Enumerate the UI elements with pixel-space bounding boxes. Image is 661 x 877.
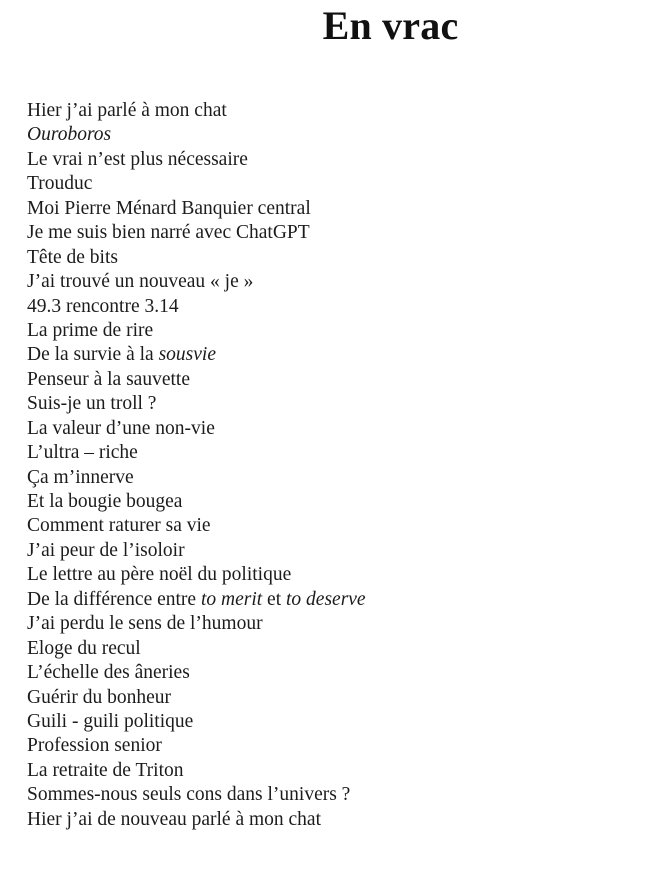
text-segment: J’ai perdu le sens de l’humour	[27, 613, 263, 635]
text-segment: La valeur d’une non-vie	[27, 417, 215, 439]
text-segment: Hier j’ai de nouveau parlé à mon chat	[27, 808, 321, 830]
list-item	[27, 466, 366, 490]
text-segment: Ça m’innerve	[27, 466, 134, 488]
text-segment: J’ai peur de l’isoloir	[27, 539, 185, 561]
list-item	[27, 99, 366, 123]
page-title: En vrac	[322, 3, 459, 48]
text-segment: Tête de bits	[27, 246, 118, 268]
italic-text-segment: to merit	[200, 588, 263, 610]
text-segment: J’ai trouvé un nouveau « je »	[27, 271, 254, 293]
list-item	[27, 197, 366, 221]
text-segment: Trouduc	[27, 173, 93, 195]
list-item	[27, 270, 366, 294]
list-item	[27, 172, 366, 196]
list-item	[27, 246, 366, 270]
list-item	[27, 343, 366, 367]
list-item	[27, 588, 366, 612]
title-list	[27, 99, 366, 832]
text-segment: Moi Pierre Ménard Banquier central	[27, 197, 311, 219]
list-item	[27, 563, 366, 587]
list-item	[27, 392, 366, 416]
text-segment: De la différence entre	[27, 588, 201, 610]
list-item	[27, 710, 366, 734]
text-segment: 49.3 rencontre 3.14	[27, 295, 179, 317]
text-segment: Comment raturer sa vie	[27, 515, 211, 537]
italic-text-segment: sousvie	[158, 344, 216, 366]
text-segment: Le vrai n’est plus nécessaire	[27, 148, 248, 170]
text-segment: Penseur à la sauvette	[27, 368, 190, 390]
list-item	[27, 221, 366, 245]
text-segment: Je me suis bien narré avec ChatGPT	[27, 222, 310, 244]
text-segment: De la survie à la	[27, 344, 159, 366]
list-item	[27, 661, 366, 685]
text-segment: Hier j’ai parlé à mon chat	[27, 100, 227, 121]
list-item	[27, 441, 366, 465]
list-item	[27, 417, 366, 441]
list-item	[27, 123, 366, 147]
text-segment: L’échelle des âneries	[27, 662, 190, 684]
text-segment: L’ultra – riche	[27, 442, 138, 464]
list-item	[27, 514, 366, 538]
text-segment: La retraite de Triton	[27, 759, 184, 781]
list-item	[27, 686, 366, 710]
text-segment: et	[262, 588, 286, 610]
text-segment: Suis-je un troll ?	[27, 393, 157, 415]
list-item	[27, 295, 366, 319]
list-item	[27, 319, 366, 343]
text-segment: Eloge du recul	[27, 637, 141, 659]
list-item	[27, 637, 366, 661]
text-segment: Sommes-nous seuls cons dans l’univers ?	[27, 784, 351, 806]
list-item	[27, 759, 366, 783]
text-segment: Profession senior	[27, 735, 162, 757]
list-item	[27, 490, 366, 514]
text-segment: Guérir du bonheur	[27, 686, 172, 708]
list-item	[27, 783, 366, 807]
italic-text-segment: Ouroboros	[27, 124, 112, 146]
list-item	[27, 808, 366, 832]
text-segment: Guili - guili politique	[27, 710, 194, 732]
list-item	[27, 734, 366, 758]
italic-text-segment: to deserve	[286, 588, 366, 610]
list-item	[27, 368, 366, 392]
text-segment: La prime de rire	[27, 319, 154, 341]
text-segment: Et la bougie bougea	[27, 491, 183, 512]
text-segment: Le lettre au père noël du politique	[27, 564, 292, 586]
list-item	[27, 539, 366, 563]
list-item	[27, 612, 366, 636]
list-item	[27, 148, 366, 172]
